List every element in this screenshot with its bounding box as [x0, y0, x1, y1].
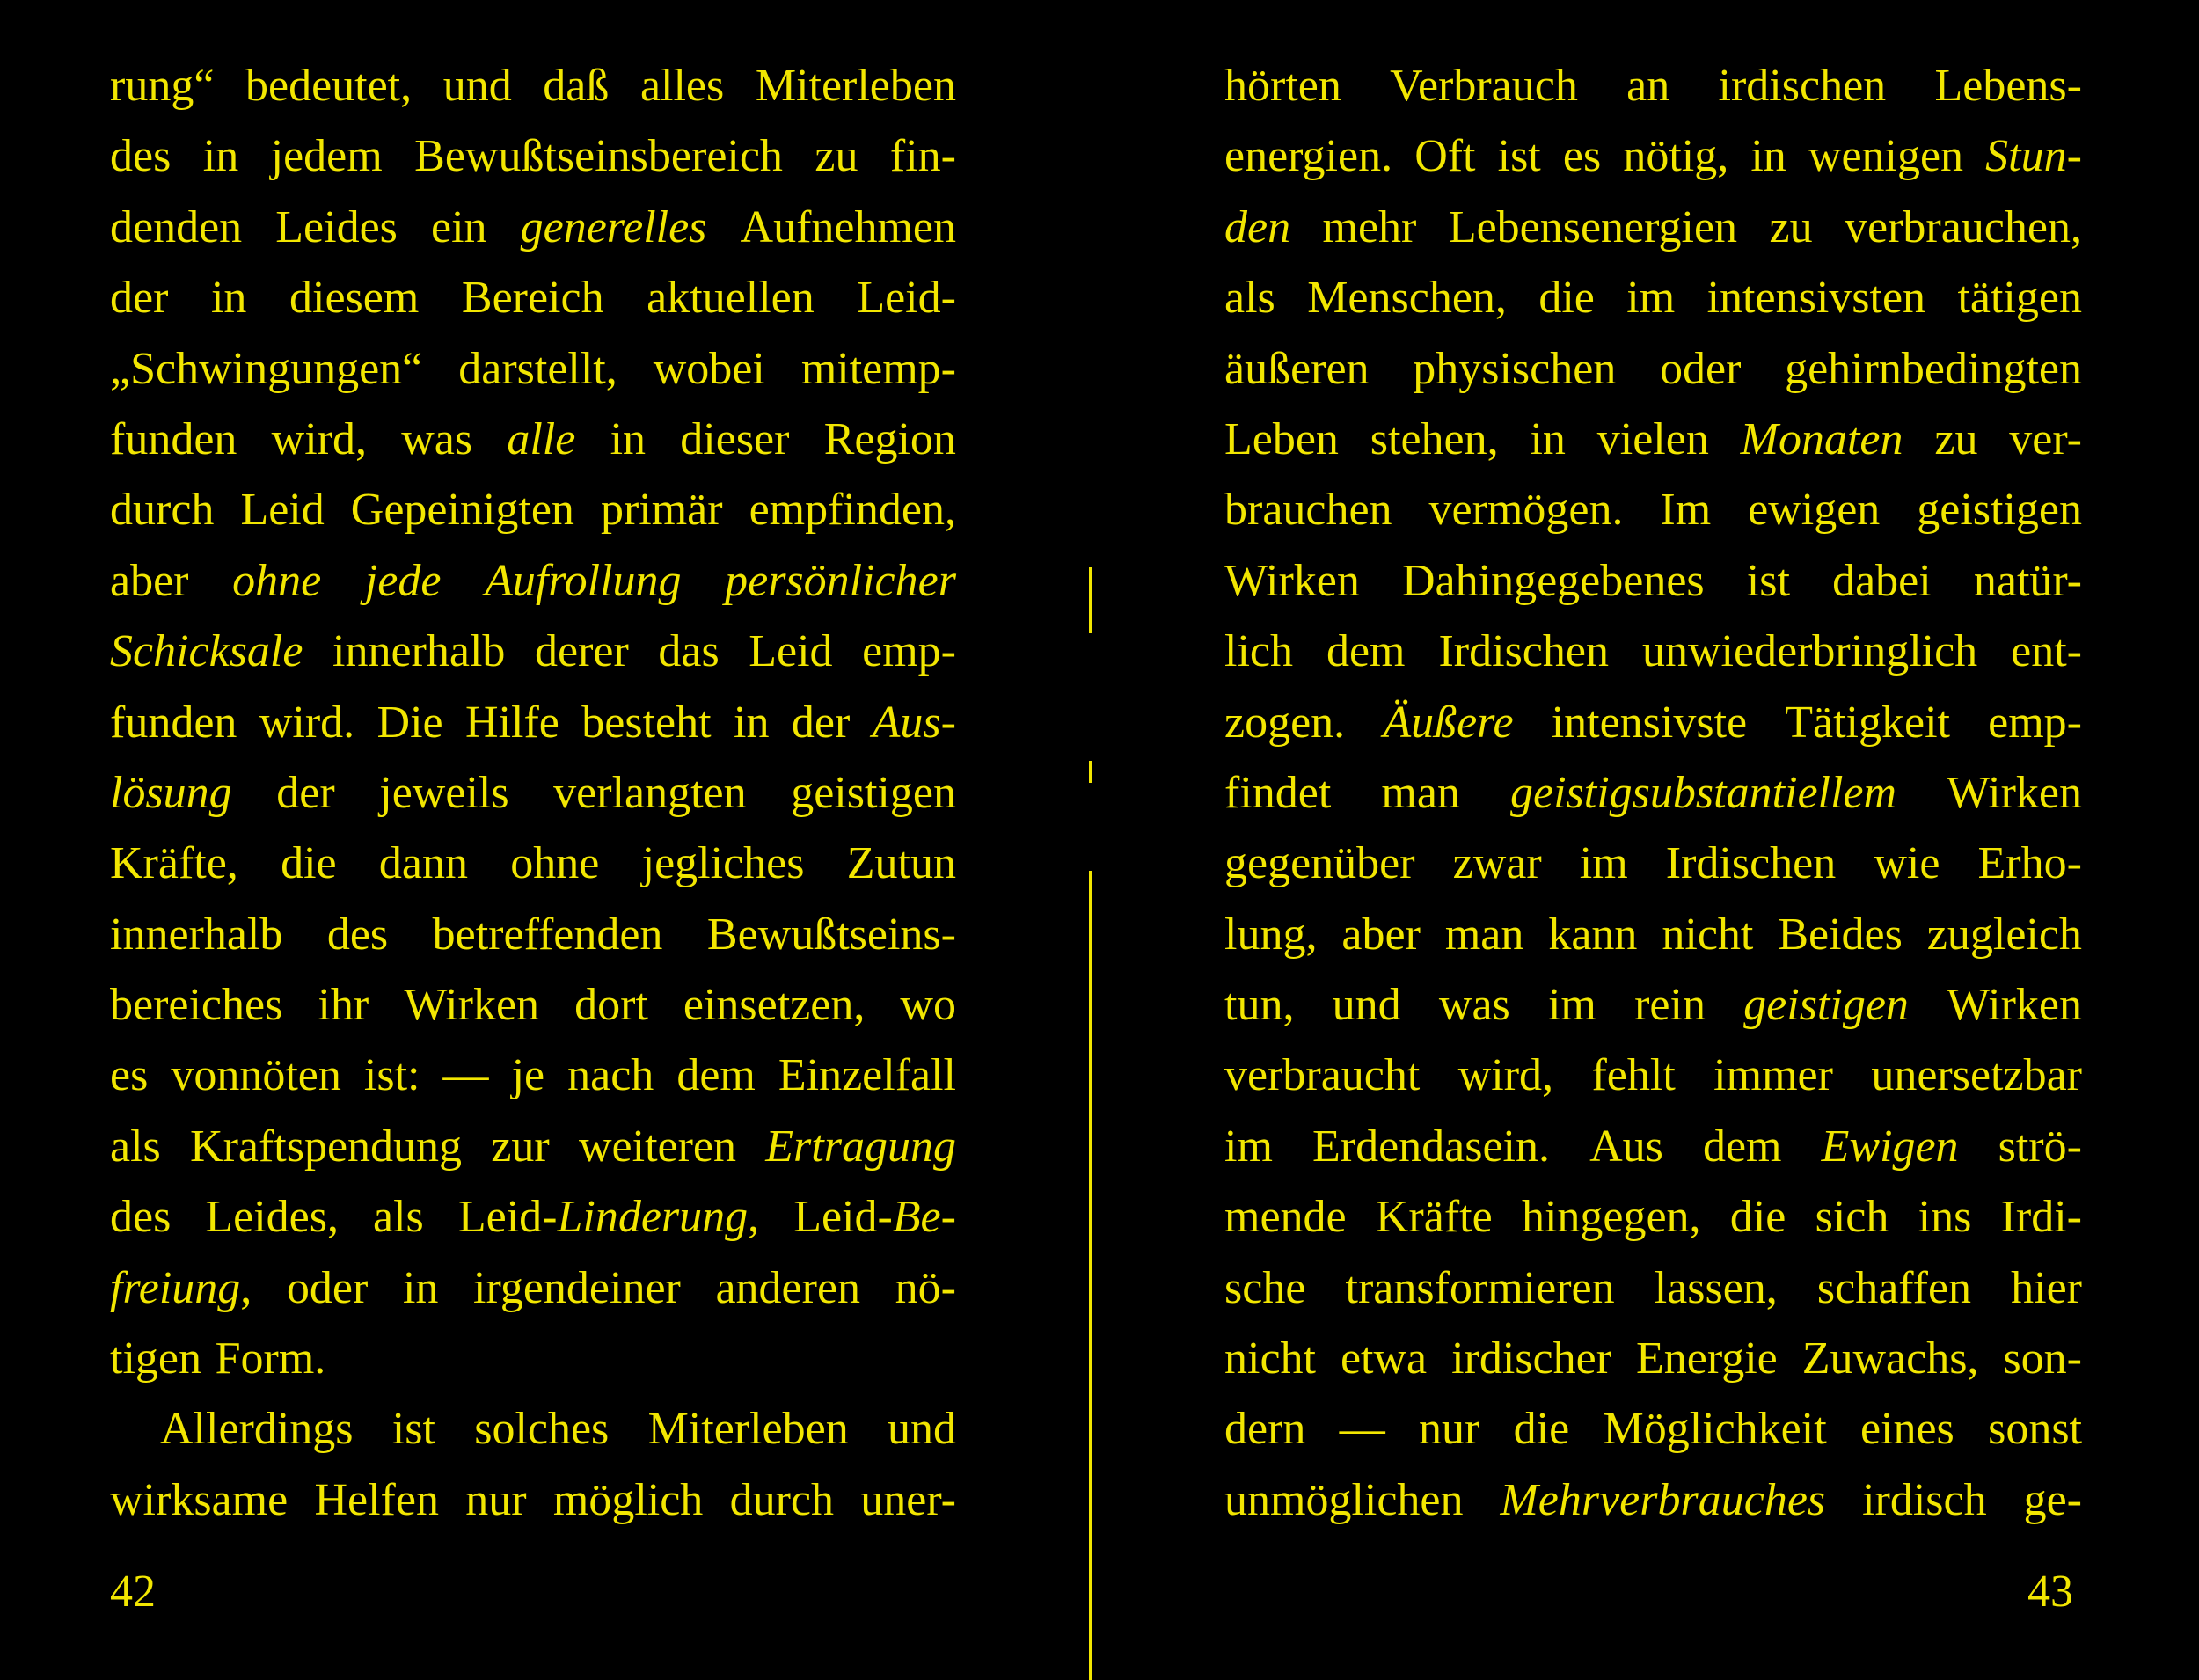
word: kann	[1548, 909, 1638, 960]
word: wirksame	[110, 1474, 289, 1525]
word: nötig,	[1623, 131, 1729, 182]
word: Kräfte,	[110, 838, 238, 889]
text-line	[1224, 1112, 2082, 1182]
text-line	[110, 1112, 956, 1182]
word: besteht	[581, 697, 712, 748]
text-line	[1224, 758, 2082, 829]
word: in	[210, 273, 247, 324]
word: es	[110, 1050, 149, 1101]
word: dern	[1224, 1404, 1306, 1455]
book-gutter-line	[1089, 567, 1092, 633]
word: Mehrverbrauches	[1500, 1474, 1826, 1525]
text-line	[1224, 546, 2082, 617]
word: vielen	[1596, 413, 1709, 464]
word: ohne	[510, 838, 600, 889]
text-line	[1224, 829, 2082, 899]
word: nur	[1419, 1404, 1480, 1455]
word: Leben	[1224, 413, 1339, 464]
book-gutter-line	[1089, 871, 1092, 1680]
word: Kräfte	[1375, 1192, 1493, 1243]
text-line	[110, 1182, 956, 1253]
word: Oft	[1414, 131, 1476, 182]
word: ist	[1746, 555, 1790, 606]
word: Allerdings	[160, 1404, 354, 1455]
word: generelles	[520, 201, 707, 252]
text-line	[110, 546, 956, 617]
word: des	[110, 1192, 172, 1243]
word: zugleich	[1926, 909, 2082, 960]
word: Tätigkeit	[1785, 697, 1950, 748]
word: aber	[110, 555, 189, 606]
word: ent-	[2011, 626, 2082, 677]
word: Leid-	[857, 273, 956, 324]
word: physischen	[1413, 343, 1617, 394]
word: Beides	[1778, 909, 1903, 960]
word: geistigen	[791, 767, 956, 818]
word: dem	[676, 1050, 756, 1101]
word: ewigen	[1748, 485, 1881, 536]
text-line	[110, 334, 956, 405]
text-line	[1224, 1182, 2082, 1253]
word: nach	[567, 1050, 654, 1101]
word: nö-	[895, 1262, 956, 1313]
word: funden	[110, 413, 237, 464]
word: als	[110, 1121, 161, 1172]
word: in	[1750, 131, 1786, 182]
text-line	[110, 475, 956, 545]
word: Ewigen	[1821, 1121, 1959, 1172]
text-line	[110, 263, 956, 333]
word: je	[511, 1050, 545, 1101]
word: ver-	[2009, 413, 2082, 464]
word: ein	[431, 201, 487, 252]
text-line	[1224, 475, 2082, 545]
word: betreffenden	[432, 909, 663, 960]
word: primär	[600, 485, 723, 536]
word: zur	[491, 1121, 550, 1172]
word: und	[442, 61, 512, 111]
word: derer	[534, 626, 629, 677]
word: zu	[1934, 413, 1978, 464]
word: mende	[1224, 1192, 1347, 1243]
word: bereiches	[110, 980, 283, 1031]
word: Form.	[215, 1333, 326, 1384]
word: alles	[639, 61, 725, 111]
word: ihr	[318, 980, 369, 1031]
right-page	[1224, 51, 2082, 1536]
word: Wirken	[1224, 555, 1360, 606]
word: geistigen	[1917, 485, 2082, 536]
word: wird,	[1457, 1050, 1554, 1101]
word: ohne	[232, 555, 322, 606]
text-line	[110, 617, 956, 687]
word: Leid	[749, 626, 833, 677]
word: geistigen	[1743, 980, 1909, 1031]
word: vonnöten	[171, 1050, 341, 1101]
word: ist	[1497, 131, 1541, 182]
word: Irdischen	[1438, 626, 1609, 677]
word: dann	[378, 838, 468, 889]
word: weiteren	[579, 1121, 737, 1172]
word: dieser	[680, 413, 790, 464]
word: ge-	[2023, 1474, 2082, 1525]
word: die	[1729, 1192, 1786, 1243]
word: findet	[1224, 767, 1332, 818]
word: Erdendasein.	[1311, 1121, 1550, 1172]
word: irdischer	[1451, 1333, 1612, 1384]
word: Verbrauch	[1390, 61, 1578, 111]
word: —	[1339, 1404, 1385, 1455]
word: Dahingegebenes	[1402, 555, 1705, 606]
word	[110, 1253, 252, 1324]
word: rein	[1634, 980, 1706, 1031]
word: Zuwachs,	[1801, 1333, 1979, 1384]
word: Erho-	[1977, 838, 2082, 889]
word: Einzelfall	[778, 1050, 956, 1101]
word: wo	[900, 980, 956, 1031]
word: nicht	[1224, 1333, 1316, 1384]
text-line	[1224, 617, 2082, 687]
word: Wirken	[404, 980, 540, 1031]
word: ist	[391, 1404, 435, 1455]
word: dort	[574, 980, 648, 1031]
word: Energie	[1636, 1333, 1778, 1384]
text-line	[1224, 970, 2082, 1041]
word: unwiederbringlich	[1641, 626, 1978, 677]
word: sche	[1224, 1262, 1306, 1313]
word: im	[1579, 838, 1628, 889]
word: zu	[815, 131, 858, 182]
word: persönlicher	[725, 555, 956, 606]
word: des	[326, 909, 389, 960]
word: Aufnehmen	[740, 201, 956, 252]
word: ist:	[363, 1050, 420, 1101]
word: emp-	[1988, 697, 2082, 748]
right-page-number: 43	[2027, 1567, 2073, 1617]
text-line	[1224, 1041, 2082, 1111]
word: verlangten	[553, 767, 747, 818]
word: in	[402, 1262, 439, 1313]
word: mitemp-	[800, 343, 956, 394]
word: transformieren	[1345, 1262, 1615, 1313]
word: Ertragung	[765, 1121, 956, 1172]
word: irgendeiner	[473, 1262, 681, 1313]
word: Stun-	[1985, 131, 2082, 182]
word-part: freiung	[110, 1262, 241, 1313]
word: Miterleben	[755, 61, 956, 111]
word: Leid	[240, 485, 325, 536]
word: zu	[1769, 201, 1813, 252]
word: Leides	[275, 201, 398, 252]
word: schaffen	[1816, 1262, 1972, 1313]
word: wird,	[271, 413, 367, 464]
word: solches	[474, 1404, 610, 1455]
word: verbraucht	[1224, 1050, 1421, 1101]
word: Kraftspendung	[190, 1121, 463, 1172]
word: gehirnbedingten	[1785, 343, 2082, 394]
word: empfinden,	[749, 485, 956, 536]
text-line	[1224, 1324, 2082, 1394]
text-line	[110, 900, 956, 970]
word: als	[373, 1192, 424, 1243]
word: oder	[1660, 343, 1742, 394]
word: nicht	[1662, 909, 1754, 960]
left-page	[110, 51, 956, 1536]
word: unersetzbar	[1871, 1050, 2082, 1101]
word: in	[202, 131, 239, 182]
word: zwar	[1452, 838, 1542, 889]
text-line	[110, 1324, 956, 1394]
text-line	[110, 1394, 956, 1465]
word: im	[1547, 980, 1596, 1031]
word: tätigen	[1957, 273, 2082, 324]
text-line	[1224, 51, 2082, 121]
word: Wirken	[1947, 767, 2082, 818]
word: geistigsubstantiellem	[1509, 767, 1897, 818]
word: und	[1332, 980, 1401, 1031]
word: Bewußtseins-	[706, 909, 956, 960]
word: natür-	[1973, 555, 2082, 606]
word: aktuellen	[647, 273, 815, 324]
text-line	[1224, 121, 2082, 192]
word: daß	[543, 61, 610, 111]
word: Die	[376, 697, 443, 748]
word: strö-	[1998, 1121, 2082, 1172]
word: tun,	[1224, 980, 1295, 1031]
word: alle	[507, 413, 576, 464]
word-part: ,	[748, 1192, 760, 1243]
word: Äußere	[1383, 697, 1514, 748]
word: vermögen.	[1428, 485, 1624, 536]
word: Irdi-	[2000, 1192, 2082, 1243]
word: sonst	[1988, 1404, 2082, 1455]
word: einsetzen,	[683, 980, 866, 1031]
word: der	[791, 697, 851, 748]
word: diesem	[289, 273, 420, 324]
word: der	[110, 273, 169, 324]
word: —	[442, 1050, 489, 1101]
word: Irdischen	[1665, 838, 1837, 889]
word: dem	[1702, 1121, 1782, 1172]
word: den	[1224, 201, 1291, 252]
word: Gepeinigten	[350, 485, 574, 536]
word: Region	[823, 413, 956, 464]
text-line	[110, 970, 956, 1041]
word: tigen	[110, 1333, 201, 1384]
word: Aufrollung	[485, 555, 682, 606]
word: eines	[1859, 1404, 1954, 1455]
word: Wirken	[1947, 980, 2082, 1031]
word: wobei	[653, 343, 765, 394]
word: oder	[286, 1262, 369, 1313]
word: Hilfe	[465, 697, 559, 748]
word: emp-	[862, 626, 956, 677]
word: in	[734, 697, 770, 748]
word: wird.	[259, 697, 355, 748]
text-line	[1224, 193, 2082, 263]
word: im	[1224, 1121, 1273, 1172]
word: hörten	[1224, 61, 1341, 111]
word: Schicksale	[110, 626, 303, 677]
word: verbrauchen,	[1845, 201, 2082, 252]
word: ins	[1918, 1192, 1972, 1243]
word-part: Leid-	[457, 1192, 558, 1243]
word: intensivste	[1551, 697, 1748, 748]
word: Aus	[1589, 1121, 1663, 1172]
word: die	[1513, 1404, 1570, 1455]
word: Menschen,	[1307, 273, 1507, 324]
word: Aus-	[872, 697, 956, 748]
word: brauchen	[1224, 485, 1392, 536]
word: jeweils	[379, 767, 509, 818]
word: fehlt	[1591, 1050, 1676, 1101]
word: im	[1626, 273, 1676, 324]
word: die	[281, 838, 337, 889]
word: anderen	[715, 1262, 861, 1313]
word: als	[1224, 273, 1275, 324]
word: Im	[1660, 485, 1712, 536]
text-line	[1224, 1465, 2082, 1536]
text-line	[1224, 263, 2082, 333]
word: uner-	[860, 1474, 956, 1525]
word: Bewußtseinsbereich	[414, 131, 783, 182]
text-line	[110, 193, 956, 263]
word: lich	[1224, 626, 1293, 677]
word: Möglichkeit	[1603, 1404, 1827, 1455]
word: man	[1381, 767, 1460, 818]
text-line	[1224, 334, 2082, 405]
word: innerhalb	[332, 626, 506, 677]
word: jedem	[270, 131, 383, 182]
word: durch	[110, 485, 215, 536]
word: in	[1530, 413, 1566, 464]
book-gutter-line	[1089, 761, 1092, 783]
left-page-number: 42	[110, 1567, 156, 1617]
word: denden	[110, 201, 243, 252]
word: son-	[2003, 1333, 2082, 1384]
word-part: Linderung	[557, 1192, 749, 1243]
word: was	[401, 413, 473, 464]
word: Helfen	[314, 1474, 439, 1525]
text-line	[110, 688, 956, 758]
word: wenigen	[1808, 131, 1964, 182]
word: an	[1626, 61, 1670, 111]
word: nur	[465, 1474, 527, 1525]
word: Miterleben	[647, 1404, 849, 1455]
word: fin-	[889, 131, 956, 182]
text-line	[110, 405, 956, 475]
word	[793, 1182, 956, 1253]
word: Lebens-	[1934, 61, 2082, 111]
word: das	[658, 626, 720, 677]
word: die	[1538, 273, 1595, 324]
word: was	[1438, 980, 1510, 1031]
word: Bereich	[461, 273, 604, 324]
text-line	[1224, 1253, 2082, 1324]
text-line	[1224, 1394, 2082, 1465]
word: man	[1444, 909, 1524, 960]
word: gegenüber	[1224, 838, 1415, 889]
word: hier	[2011, 1262, 2082, 1313]
text-line	[1224, 900, 2082, 970]
word: immer	[1713, 1050, 1833, 1101]
word: irdisch	[1862, 1474, 1987, 1525]
word-part: Be-	[892, 1192, 956, 1243]
word-part: ,	[240, 1262, 252, 1313]
word: lösung	[110, 767, 232, 818]
word: intensivsten	[1706, 273, 1926, 324]
word: energien.	[1224, 131, 1393, 182]
word: äußeren	[1224, 343, 1370, 394]
word: wie	[1874, 838, 1940, 889]
word: lung,	[1224, 909, 1318, 960]
text-line	[110, 829, 956, 899]
word: etwa	[1340, 1333, 1428, 1384]
word: und	[887, 1404, 956, 1455]
text-line	[110, 1041, 956, 1111]
word: möglich	[552, 1474, 704, 1525]
word: hingegen,	[1521, 1192, 1701, 1243]
word: dem	[1326, 626, 1406, 677]
word: zogen.	[1224, 697, 1346, 748]
word: lassen,	[1654, 1262, 1778, 1313]
word: Zutun	[846, 838, 956, 889]
word: Leides,	[205, 1192, 339, 1243]
word: bedeutet,	[245, 61, 413, 111]
word: mehr	[1322, 201, 1417, 252]
word: dabei	[1832, 555, 1932, 606]
word: unmöglichen	[1224, 1474, 1464, 1525]
word: darstellt,	[458, 343, 617, 394]
text-line	[110, 121, 956, 192]
word	[458, 1182, 759, 1253]
text-line	[110, 51, 956, 121]
word: Monaten	[1740, 413, 1903, 464]
word: jede	[364, 555, 442, 606]
word: Lebensenergien	[1448, 201, 1738, 252]
word: innerhalb	[110, 909, 283, 960]
text-line	[110, 758, 956, 829]
text-line	[110, 1465, 956, 1536]
word: „Schwingungen“	[110, 343, 423, 394]
word: durch	[729, 1474, 834, 1525]
word: des	[110, 131, 172, 182]
word: in	[610, 413, 647, 464]
word: aber	[1341, 909, 1421, 960]
word-part: Leid-	[793, 1192, 893, 1243]
word: jegliches	[641, 838, 805, 889]
word: rung“	[110, 61, 215, 111]
text-line	[110, 1253, 956, 1324]
text-line	[1224, 688, 2082, 758]
word: funden	[110, 697, 237, 748]
word: der	[276, 767, 335, 818]
text-line	[1224, 405, 2082, 475]
word: irdischen	[1718, 61, 1887, 111]
word: sich	[1815, 1192, 1889, 1243]
word: stehen,	[1370, 413, 1499, 464]
word: es	[1562, 131, 1602, 182]
